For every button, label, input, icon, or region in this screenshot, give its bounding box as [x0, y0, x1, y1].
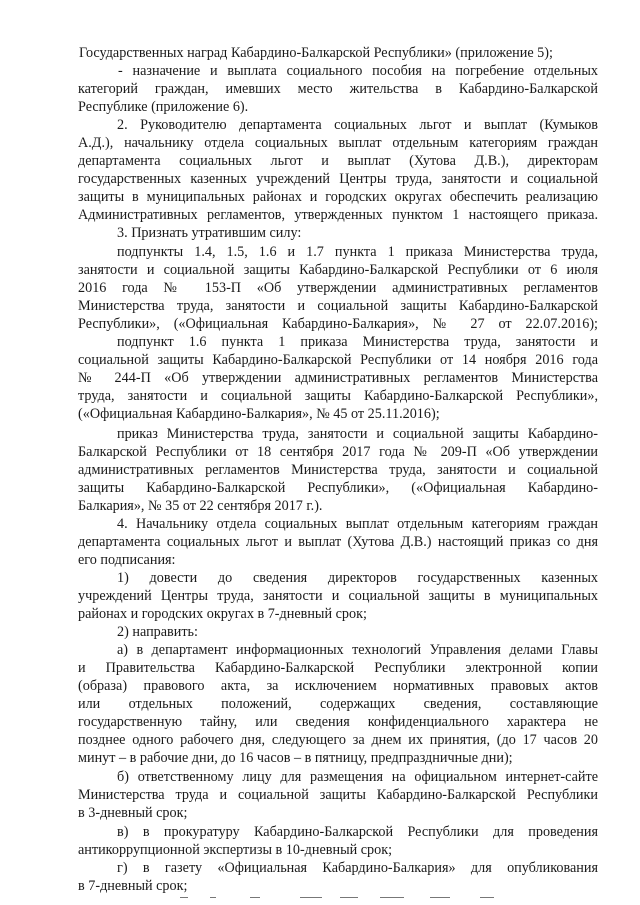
text-line: социальной защиты Кабардино-Балкарской Республики от 14 ноября 2016 года — [78, 352, 598, 368]
scan-edge-marks — [180, 895, 510, 901]
text-line: административных регламентов Министерства труда, занятости и социальной — [78, 462, 598, 478]
text-line: в) в прокуратуру Кабардино-Балкарской Республики для проведения — [117, 824, 598, 840]
text-line: - назначение и выплата социального пособия на погребение отдельных — [118, 63, 598, 79]
text-line: («Официальная Кабардино-Балкария», № 45 от 25.11.2016); — [78, 406, 440, 422]
text-line: а) в департамент информационных технологий Управления делами Главы — [117, 642, 598, 658]
text-line: Государственных наград Кабардино-Балкарской Республики» (приложение 5); — [79, 45, 553, 61]
text-line: государственную тайну, или сведения конфиденциального характера не — [78, 714, 598, 730]
text-line: учреждений Центры труда, занятости и социальной защиты в муниципальных — [78, 588, 598, 604]
text-line: его подписания: — [78, 552, 176, 568]
text-line: 1) довести до сведения директоров государственных казенных — [117, 570, 598, 586]
text-line: Административных регламентов, утвержденных пунктом 1 настоящего приказа. — [78, 207, 598, 223]
text-line: Балкария», № 35 от 22 сентября 2017 г.). — [78, 498, 323, 514]
text-line: А.Д.), начальнику отдела социальных выплат отдельным категориям граждан — [78, 135, 598, 151]
text-line: подпункты 1.4, 1.5, 1.6 и 1.7 пункта 1 приказа Министерства труда, — [117, 244, 598, 260]
text-line: 4. Начальнику отдела социальных выплат отдельным категориям граждан — [117, 516, 598, 532]
text-line: г) в газету «Официальная Кабардино-Балкария» для опубликования — [117, 860, 598, 876]
text-line: защиты Кабардино-Балкарской Республики», («Официальная Кабардино- — [78, 480, 598, 496]
text-line: Республики», («Официальная Кабардино-Балкария», № 27 от 22.07.2016); — [78, 316, 598, 332]
text-line: в 7-дневный срок; — [78, 878, 188, 894]
text-line: или отдельных положений, содержащих сведения, составляющие — [78, 696, 598, 712]
text-line: 2) направить: — [117, 624, 198, 640]
text-line: (образа) правового акта, за исключением нормативных правовых актов — [78, 678, 598, 694]
text-line: Балкарской Республики от 18 сентября 2017 года № 209-П «Об утверждении — [78, 444, 598, 460]
text-line: позднее одного рабочего дня, следующего за днем их принятия, (до 17 часов 20 — [78, 732, 598, 748]
text-line: б) ответственному лицу для размещения на официальном интернет-сайте — [117, 769, 598, 785]
text-line: категорий граждан, имевших место жительства в Кабардино-Балкарской — [78, 81, 598, 97]
text-line: Министерства труда, занятости и социальной защиты Кабардино-Балкарской — [78, 298, 598, 314]
text-line: минут – в рабочие дни, до 16 часов – в пятницу, предпраздничные дни); — [78, 750, 513, 766]
text-line: и Правительства Кабардино-Балкарской Республики электронной копии — [78, 660, 598, 676]
text-line: департамента социальных льгот и выплат (Хутова Д.В.), директорам — [78, 153, 598, 169]
text-line: Республике (приложение 6). — [78, 99, 249, 115]
text-line: районах и городских округах в 7-дневный срок; — [78, 606, 367, 622]
text-line: Министерства труда и социальной защиты Кабардино-Балкарской Республики — [78, 787, 598, 803]
text-line: департамента социальных льгот и выплат (Хутова Д.В.) настоящий приказ со дня — [78, 534, 598, 550]
text-line: государственных казенных учреждений Центры труда, занятости и социальной — [78, 171, 598, 187]
text-line: № 244-П «Об утверждении административных регламентов Министерства — [78, 370, 598, 386]
text-line: 3. Признать утратившим силу: — [117, 225, 302, 241]
text-line: труда, занятости и социальной защиты Кабардино-Балкарской Республики», — [78, 388, 598, 404]
text-line: 2016 года № 153-П «Об утверждении административных регламентов — [78, 280, 598, 296]
text-line: защиты в муниципальных районах и городских округах обеспечить реализацию — [78, 189, 598, 205]
text-line: занятости и социальной защиты Кабардино-Балкарской Республики от 6 июля — [78, 262, 598, 278]
text-line: антикоррупционной экспертизы в 10-дневный срок; — [78, 842, 393, 858]
text-line: в 3-дневный срок; — [78, 805, 188, 821]
text-line: приказ Министерства труда, занятости и социальной защиты Кабардино- — [117, 426, 598, 442]
text-line: 2. Руководителю департамента социальных льгот и выплат (Кумыков — [117, 117, 598, 133]
text-line: подпункт 1.6 пункта 1 приказа Министерства труда, занятости и — [117, 334, 598, 350]
